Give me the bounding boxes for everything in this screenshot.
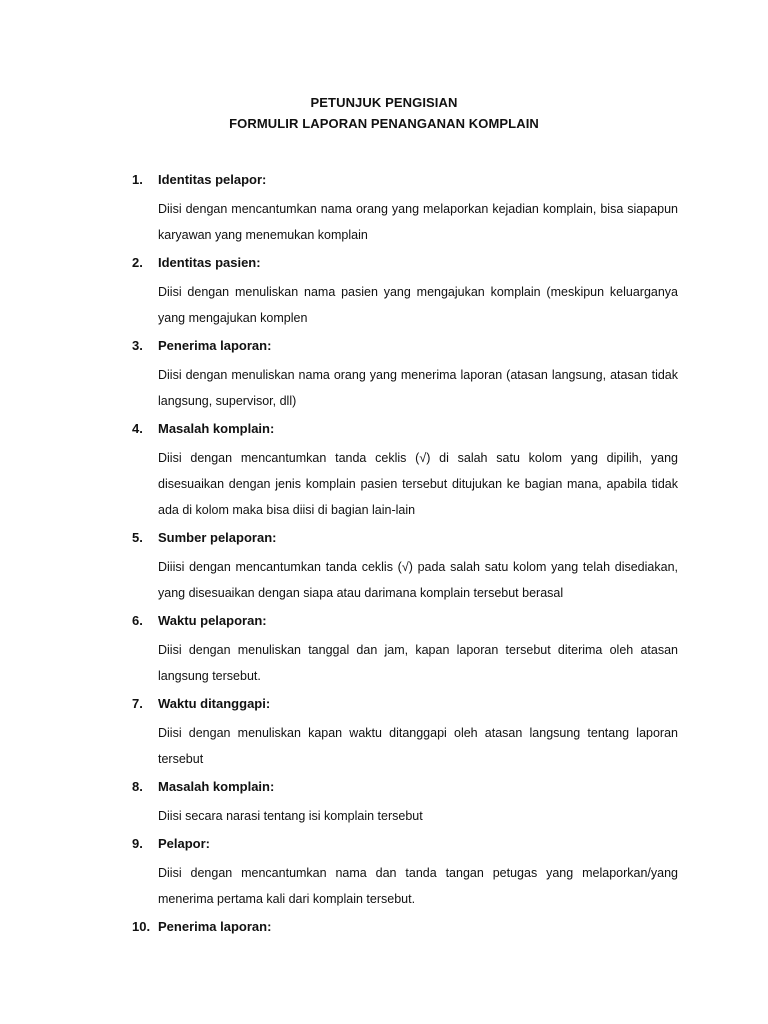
item-heading: Waktu pelaporan: (158, 613, 267, 628)
list-item-5 (132, 528, 678, 606)
list-item-8 (132, 777, 678, 829)
item-number: 4. (132, 421, 143, 436)
list-item-6 (132, 611, 678, 689)
item-heading: Masalah komplain: (158, 779, 275, 794)
item-heading: Identitas pelapor: (158, 172, 267, 187)
list-item-9 (132, 834, 678, 912)
list-item-4 (132, 419, 678, 523)
item-heading: Penerima laporan: (158, 919, 272, 934)
item-heading: Waktu ditanggapi: (158, 696, 271, 711)
item-description: Diisi dengan mencantumkan nama orang yang melaporkan kejadian komplain, bisa siapapun karyawan yang menemukan komplain (158, 202, 678, 242)
item-number: 1. (132, 172, 143, 187)
list-item-10 (132, 917, 678, 937)
list-item-1 (132, 170, 678, 248)
item-heading: Sumber pelaporan: (158, 530, 277, 545)
list-item-2 (132, 253, 678, 331)
item-number: 9. (132, 836, 143, 851)
item-number: 7. (132, 696, 143, 711)
document-title-line-1: PETUNJUK PENGISIAN (310, 95, 458, 110)
list-item-7 (132, 694, 678, 772)
list-item-3 (132, 336, 678, 414)
item-description: Diisi dengan menuliskan nama orang yang menerima laporan (atasan langsung, atasan tidak langsung, supervisor, dll) (158, 368, 678, 408)
item-description: Diisi dengan menuliskan nama pasien yang mengajukan komplain (meskipun keluarganya yang mengajukan komplen (158, 285, 678, 325)
item-description: Diisi secara narasi tentang isi komplain tersebut (158, 809, 423, 823)
item-number: 8. (132, 779, 143, 794)
item-number: 5. (132, 530, 143, 545)
item-description: Diisi dengan mencantumkan nama dan tanda tangan petugas yang melaporkan/yang menerima pertama kali dari komplain tersebut. (158, 866, 678, 906)
item-number: 10. (132, 919, 151, 934)
item-heading: Identitas pasien: (158, 255, 261, 270)
item-number: 6. (132, 613, 143, 628)
item-heading: Pelapor: (158, 836, 211, 851)
item-heading: Masalah komplain: (158, 421, 275, 436)
instruction-list (132, 170, 678, 937)
item-description: Diisi dengan mencantumkan tanda ceklis (√) di salah satu kolom yang dipilih, yang disesuaikan dengan jenis komplain pasien tersebut ditujukan ke bagian mana, apabila tidak ada di kolom maka bisa diisi di bagian lain-lain (158, 451, 678, 517)
item-description: Diisi dengan menuliskan tanggal dan jam, kapan laporan tersebut diterima oleh atasan langsung tersebut. (158, 643, 678, 683)
item-number: 2. (132, 255, 143, 270)
item-number: 3. (132, 338, 143, 353)
document-title-line-2: FORMULIR LAPORAN PENANGANAN KOMPLAIN (229, 116, 539, 131)
item-heading: Penerima laporan: (158, 338, 272, 353)
item-description: Diiisi dengan mencantumkan tanda ceklis (√) pada salah satu kolom yang telah disediakan, yang disesuaikan dengan siapa atau darimana komplain tersebut berasal (158, 560, 678, 600)
item-description: Diisi dengan menuliskan kapan waktu ditanggapi oleh atasan langsung tentang laporan tersebut (158, 726, 678, 766)
